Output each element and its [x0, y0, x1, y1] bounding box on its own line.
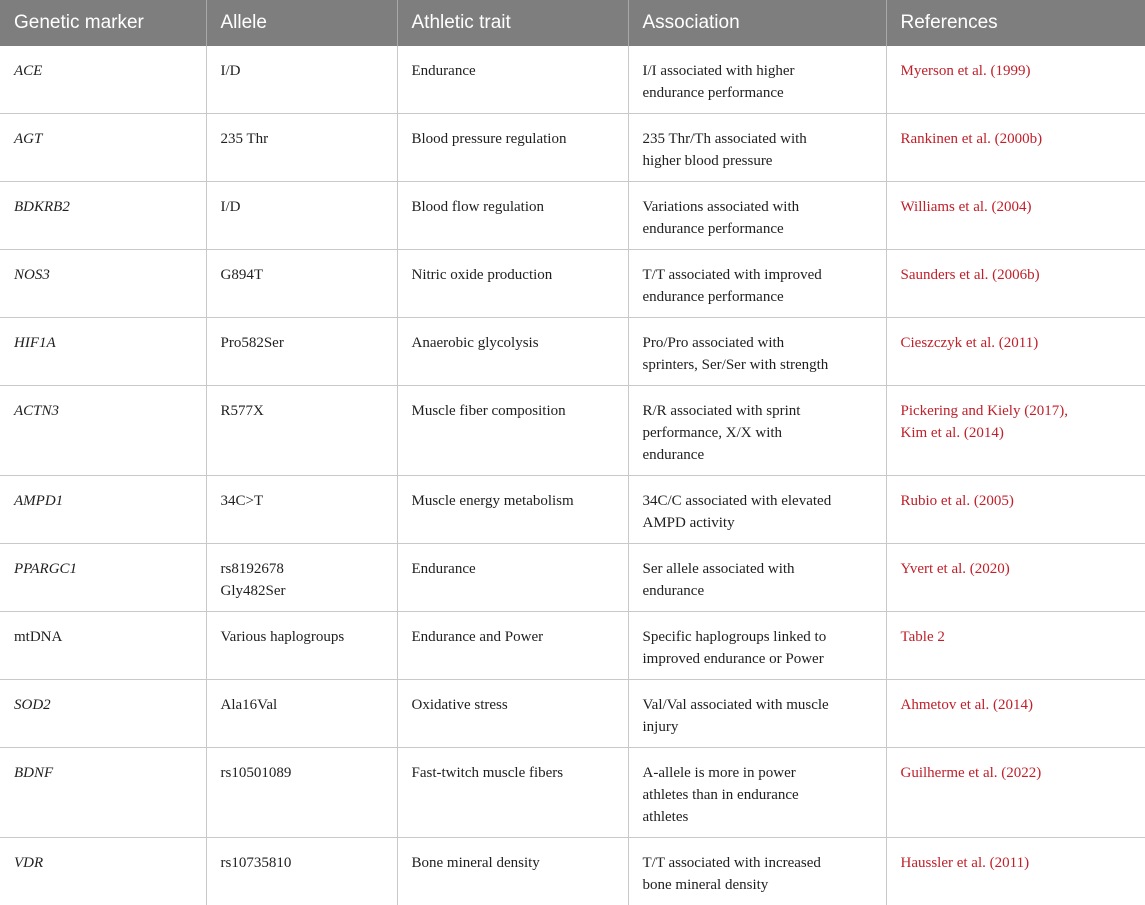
athletic-trait-cell: Oxidative stress — [397, 680, 628, 748]
table-row — [0, 114, 1145, 182]
reference-link[interactable]: Yvert et al. (2020) — [886, 544, 1145, 612]
table-row — [0, 46, 1145, 114]
table-body — [0, 46, 1145, 905]
reference-link[interactable]: Pickering and Kiely (2017), Kim et al. (2014) — [886, 386, 1145, 476]
reference-link[interactable]: Saunders et al. (2006b) — [886, 250, 1145, 318]
table-row — [0, 182, 1145, 250]
table-row — [0, 250, 1145, 318]
association-cell: R/R associated with sprint performance, X/X with endurance — [628, 386, 886, 476]
reference-link[interactable]: Ahmetov et al. (2014) — [886, 680, 1145, 748]
association-cell: Val/Val associated with muscle injury — [628, 680, 886, 748]
table-row — [0, 612, 1145, 680]
association-cell: 235 Thr/Th associated with higher blood pressure — [628, 114, 886, 182]
association-cell: Ser allele associated with endurance — [628, 544, 886, 612]
allele-cell: rs8192678 Gly482Ser — [206, 544, 397, 612]
table-row — [0, 838, 1145, 905]
athletic-trait-cell: Nitric oxide production — [397, 250, 628, 318]
athletic-trait-cell: Anaerobic glycolysis — [397, 318, 628, 386]
table-row — [0, 318, 1145, 386]
athletic-trait-cell: Muscle fiber composition — [397, 386, 628, 476]
marker-cell: BDKRB2 — [0, 182, 206, 250]
allele-cell: R577X — [206, 386, 397, 476]
association-cell: Variations associated with endurance performance — [628, 182, 886, 250]
athletic-trait-cell: Endurance — [397, 46, 628, 114]
association-cell: T/T associated with increased bone mineral density — [628, 838, 886, 905]
athletic-trait-cell: Bone mineral density — [397, 838, 628, 905]
header-references: References — [886, 0, 1145, 46]
table-row — [0, 544, 1145, 612]
reference-link[interactable]: Cieszczyk et al. (2011) — [886, 318, 1145, 386]
athletic-trait-cell: Endurance and Power — [397, 612, 628, 680]
association-cell: 34C/C associated with elevated AMPD activity — [628, 476, 886, 544]
allele-cell: G894T — [206, 250, 397, 318]
association-cell: Specific haplogroups linked to improved endurance or Power — [628, 612, 886, 680]
reference-link[interactable]: Table 2 — [886, 612, 1145, 680]
marker-cell: PPARGC1 — [0, 544, 206, 612]
reference-link[interactable]: Haussler et al. (2011) — [886, 838, 1145, 905]
reference-link[interactable]: Guilherme et al. (2022) — [886, 748, 1145, 838]
allele-cell: Pro582Ser — [206, 318, 397, 386]
association-cell: Pro/Pro associated with sprinters, Ser/Ser with strength — [628, 318, 886, 386]
table-header-row — [0, 0, 1145, 46]
marker-cell: AMPD1 — [0, 476, 206, 544]
association-cell: T/T associated with improved endurance performance — [628, 250, 886, 318]
marker-cell: mtDNA — [0, 612, 206, 680]
marker-cell: SOD2 — [0, 680, 206, 748]
marker-cell: ACE — [0, 46, 206, 114]
athletic-trait-cell: Muscle energy metabolism — [397, 476, 628, 544]
table-row — [0, 748, 1145, 838]
athletic-trait-cell: Blood pressure regulation — [397, 114, 628, 182]
marker-cell: HIF1A — [0, 318, 206, 386]
association-cell: I/I associated with higher endurance performance — [628, 46, 886, 114]
athletic-trait-cell: Endurance — [397, 544, 628, 612]
athletic-trait-cell: Blood flow regulation — [397, 182, 628, 250]
marker-cell: NOS3 — [0, 250, 206, 318]
reference-link[interactable]: Myerson et al. (1999) — [886, 46, 1145, 114]
marker-cell: AGT — [0, 114, 206, 182]
marker-cell: ACTN3 — [0, 386, 206, 476]
allele-cell: Ala16Val — [206, 680, 397, 748]
allele-cell: I/D — [206, 46, 397, 114]
reference-link[interactable]: Williams et al. (2004) — [886, 182, 1145, 250]
table-row — [0, 476, 1145, 544]
allele-cell: 34C>T — [206, 476, 397, 544]
header-genetic-marker: Genetic marker — [0, 0, 206, 46]
header-allele: Allele — [206, 0, 397, 46]
association-cell: A-allele is more in power athletes than in endurance athletes — [628, 748, 886, 838]
table-row — [0, 386, 1145, 476]
header-association: Association — [628, 0, 886, 46]
reference-link[interactable]: Rubio et al. (2005) — [886, 476, 1145, 544]
athletic-trait-cell: Fast-twitch muscle fibers — [397, 748, 628, 838]
marker-cell: VDR — [0, 838, 206, 905]
allele-cell: I/D — [206, 182, 397, 250]
allele-cell: Various haplogroups — [206, 612, 397, 680]
allele-cell: 235 Thr — [206, 114, 397, 182]
reference-link[interactable]: Rankinen et al. (2000b) — [886, 114, 1145, 182]
table-row — [0, 680, 1145, 748]
marker-cell: BDNF — [0, 748, 206, 838]
header-athletic-trait: Athletic trait — [397, 0, 628, 46]
allele-cell: rs10735810 — [206, 838, 397, 905]
allele-cell: rs10501089 — [206, 748, 397, 838]
